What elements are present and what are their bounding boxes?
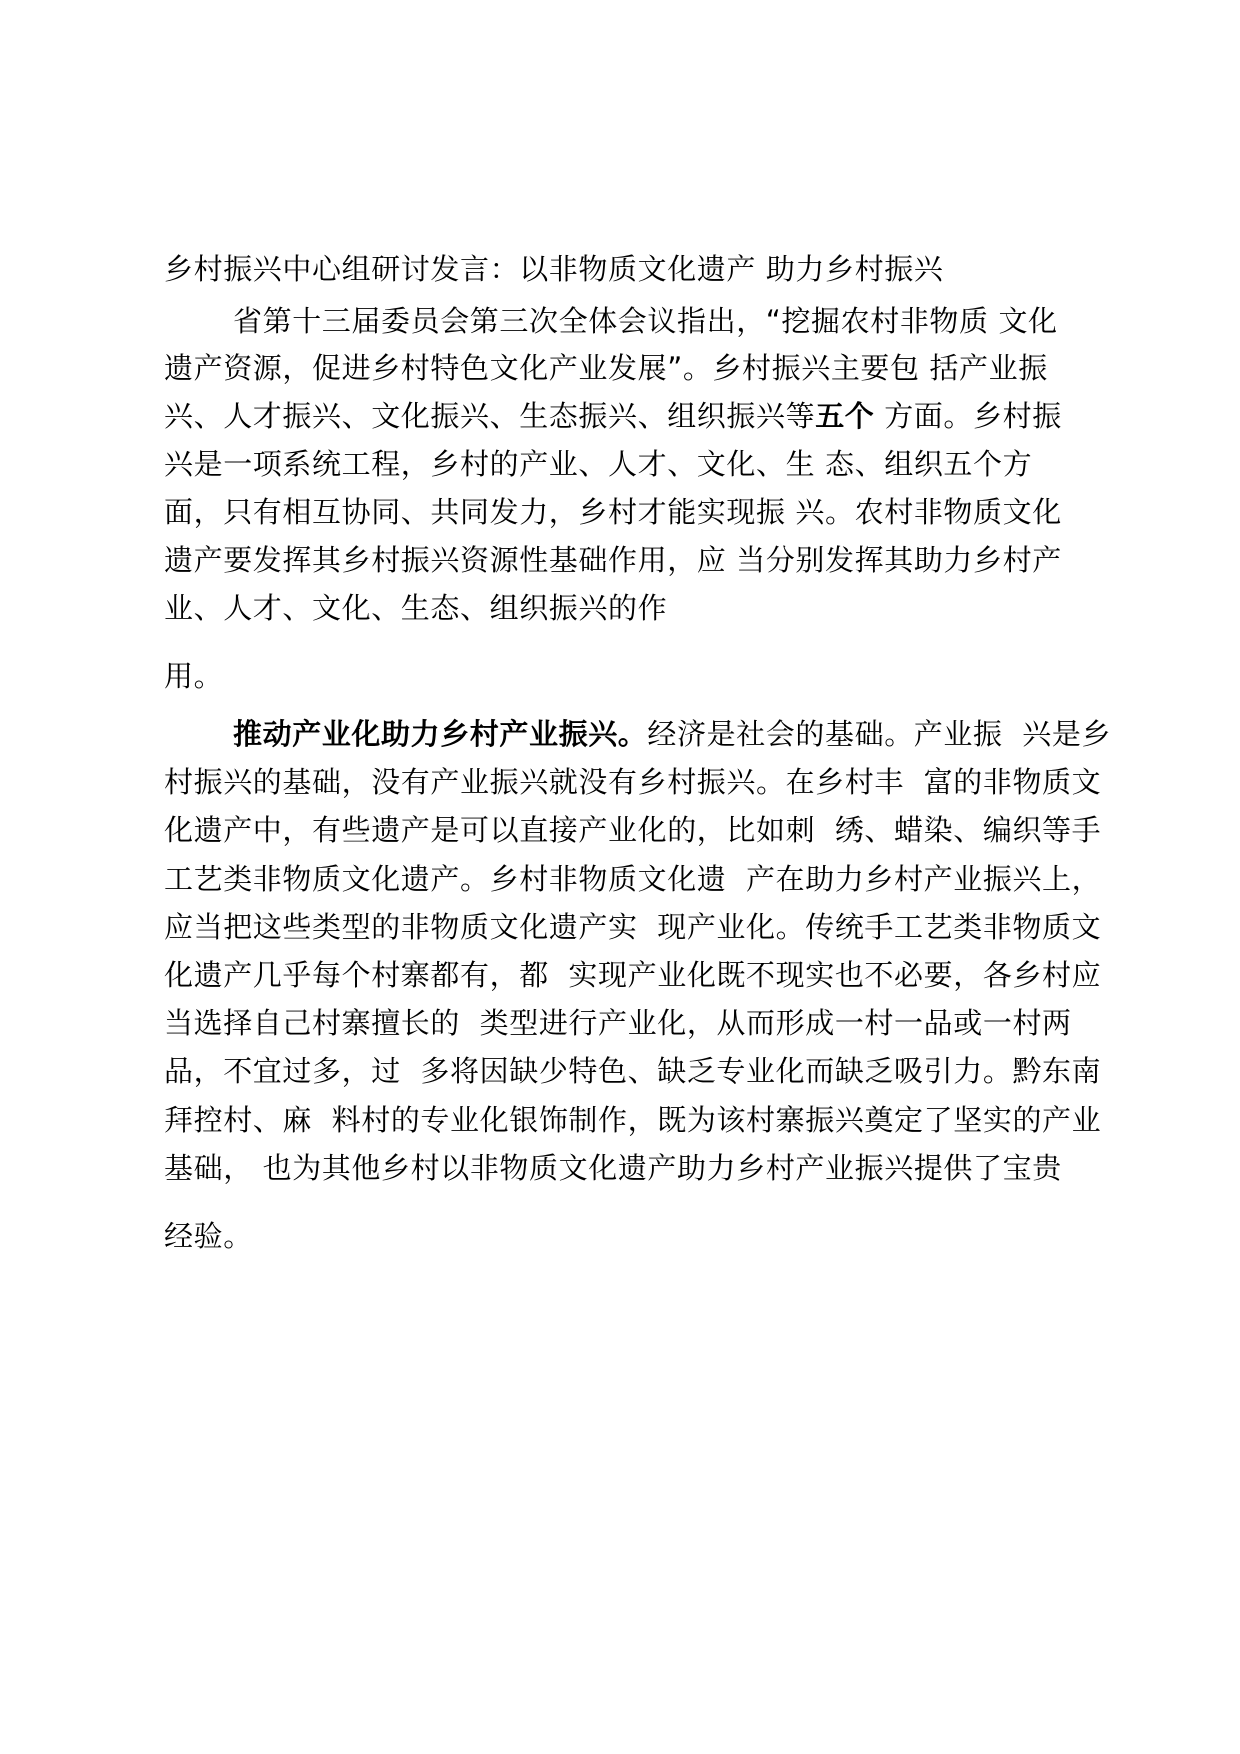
paragraph1-line: 遗产要发挥其乡村振兴资源性基础作用，应 当分别发挥其助力乡村产 — [164, 543, 1062, 577]
paragraph2-line: 应当把这些类型的非物质文化遗产实 现产业化。传统手工艺类非物质文 — [164, 910, 1102, 944]
paragraph1-line: 省第十三届委员会第三次全体会议指出，“挖掘农村非物质 文化 — [233, 304, 1058, 338]
paragraph2-line: 拜控村、麻 料村的专业化银饰制作，既为该村寨振兴奠定了坚实的产业 — [164, 1103, 1102, 1137]
paragraph2-line: 工艺类非物质文化遗产。乡村非物质文化遗 产在助力乡村产业振兴上， — [164, 862, 1102, 896]
paragraph1-line: 面，只有相互协同、共同发力，乡村才能实现振 兴。农村非物质文化 — [164, 495, 1062, 529]
paragraph1-line-text: 兴、人才振兴、文化振兴、生态振兴、组织振兴等 — [164, 399, 816, 433]
paragraph1-line — [164, 397, 1104, 435]
paragraph1-line-text: 方面。乡村振 — [884, 399, 1062, 433]
paragraph2-line: 化遗产几乎每个村寨都有，都 实现产业化既不现实也不必要，各乡村应 — [164, 958, 1102, 992]
paragraph2-line: 经验。 — [164, 1219, 253, 1253]
paragraph1-line: 遗产资源，促进乡村特色文化产业发展”。乡村振兴主要包 括产业振 — [164, 351, 1048, 385]
paragraph2-line-text: 经济是社会的基础。产业振 兴是乡 — [647, 717, 1112, 751]
paragraph1-line: 业、人才、文化、生态、组织振兴的作 — [164, 591, 668, 625]
paragraph2-line: 基础， 也为其他乡村以非物质文化遗产助力乡村产业振兴提供了宝贵 — [164, 1151, 1062, 1185]
paragraph2-line: 化遗产中，有些遗产是可以直接产业化的，比如刺 绣、蜡染、编织等手 — [164, 813, 1102, 847]
paragraph1-line: 兴是一项系统工程，乡村的产业、人才、文化、生 态、组织五个方 — [164, 447, 1033, 481]
paragraph2-lead-heading: 推动产业化助力乡村产业振兴。 — [233, 717, 648, 751]
paragraph2-line: 村振兴的基础，没有产业振兴就没有乡村振兴。在乡村丰 富的非物质文 — [164, 765, 1102, 799]
paragraph1-line: 用。 — [164, 659, 224, 693]
paragraph2-line: 品，不宜过多，过 多将因缺少特色、缺乏专业化而缺乏吸引力。黔东南 — [164, 1054, 1102, 1088]
paragraph1-bold-phrase: 五个 — [815, 399, 875, 433]
document-title: 乡村振兴中心组研讨发言：以非物质文化遗产 助力乡村振兴 — [164, 252, 944, 286]
paragraph2-line: 当选择自己村寨擅长的 类型进行产业化，从而形成一村一品或一村两 — [164, 1006, 1072, 1040]
paragraph2-line — [233, 715, 1112, 753]
